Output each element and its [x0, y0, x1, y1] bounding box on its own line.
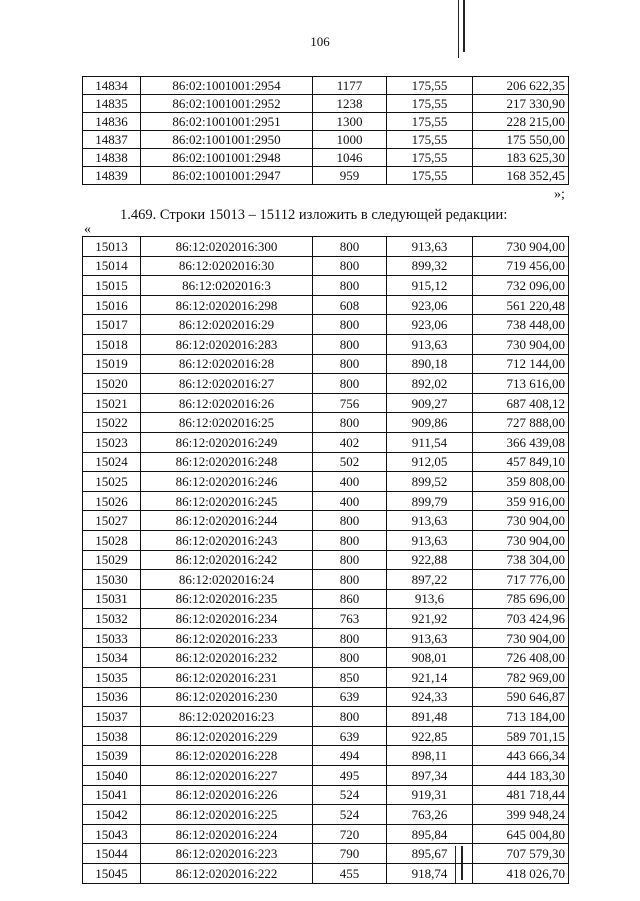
cadastral-number-cell: 86:12:0202016:245 — [141, 491, 313, 511]
unit-price-cell: 918,74 — [387, 864, 473, 884]
area-cell: 524 — [313, 805, 387, 825]
cadastral-value-cell: 589 701,15 — [473, 726, 569, 746]
opening-quote-mark: « — [84, 222, 91, 237]
cadastral-number-cell: 86:02:1001001:2947 — [141, 167, 313, 185]
table-row — [83, 707, 569, 727]
unit-price-cell: 895,67 — [387, 844, 473, 864]
cadastral-number-cell: 86:12:0202016:234 — [141, 609, 313, 629]
table-row — [83, 824, 569, 844]
row-number-cell: 15025 — [83, 472, 141, 492]
unit-price-cell: 175,55 — [387, 167, 473, 185]
cadastral-value-cell: 727 888,00 — [473, 413, 569, 433]
area-cell: 800 — [313, 237, 387, 257]
unit-price-cell: 913,63 — [387, 511, 473, 531]
row-number-cell: 15024 — [83, 452, 141, 472]
table-row — [83, 511, 569, 531]
unit-price-cell: 899,79 — [387, 491, 473, 511]
table-row — [83, 766, 569, 786]
cadastral-value-cell: 687 408,12 — [473, 393, 569, 413]
area-cell: 756 — [313, 393, 387, 413]
table-row — [83, 315, 569, 335]
cadastral-value-cell: 168 352,45 — [473, 167, 569, 185]
area-cell: 1300 — [313, 113, 387, 131]
row-number-cell: 15028 — [83, 530, 141, 550]
table-row — [83, 746, 569, 766]
unit-price-cell: 175,55 — [387, 113, 473, 131]
cadastral-value-cell: 443 666,34 — [473, 746, 569, 766]
unit-price-cell: 922,85 — [387, 726, 473, 746]
row-number-cell: 15036 — [83, 687, 141, 707]
cadastral-value-cell: 730 904,00 — [473, 628, 569, 648]
unit-price-cell: 891,48 — [387, 707, 473, 727]
area-cell: 800 — [313, 550, 387, 570]
row-number-cell: 15041 — [83, 785, 141, 805]
table-row — [83, 167, 569, 185]
table-row — [83, 77, 569, 95]
table-row — [83, 805, 569, 825]
unit-price-cell: 923,06 — [387, 315, 473, 335]
cadastral-value-cell: 561 220,48 — [473, 295, 569, 315]
area-cell: 494 — [313, 746, 387, 766]
cadastral-number-cell: 86:12:0202016:229 — [141, 726, 313, 746]
cadastral-value-cell: 738 304,00 — [473, 550, 569, 570]
table-row — [83, 491, 569, 511]
table-row — [83, 393, 569, 413]
unit-price-cell: 175,55 — [387, 149, 473, 167]
cadastral-value-cell: 228 215,00 — [473, 113, 569, 131]
unit-price-cell: 913,63 — [387, 628, 473, 648]
cadastral-number-cell: 86:12:0202016:223 — [141, 844, 313, 864]
area-cell: 800 — [313, 374, 387, 394]
table-row — [83, 530, 569, 550]
area-cell: 800 — [313, 315, 387, 335]
cadastral-number-cell: 86:12:0202016:246 — [141, 472, 313, 492]
cadastral-number-cell: 86:12:0202016:248 — [141, 452, 313, 472]
cadastral-value-cell: 366 439,08 — [473, 432, 569, 452]
table-row — [83, 334, 569, 354]
unit-price-cell: 175,55 — [387, 77, 473, 95]
row-number-cell: 15027 — [83, 511, 141, 531]
table-row — [83, 864, 569, 884]
table-row — [83, 113, 569, 131]
unit-price-cell: 897,22 — [387, 570, 473, 590]
row-number-cell: 15019 — [83, 354, 141, 374]
area-cell: 1177 — [313, 77, 387, 95]
table-row — [83, 550, 569, 570]
area-cell: 800 — [313, 511, 387, 531]
cadastral-number-cell: 86:12:0202016:222 — [141, 864, 313, 884]
cadastral-number-cell: 86:12:0202016:26 — [141, 393, 313, 413]
area-cell: 800 — [313, 276, 387, 296]
table-row — [83, 648, 569, 668]
area-cell: 959 — [313, 167, 387, 185]
row-number-cell: 15020 — [83, 374, 141, 394]
cadastral-value-cell: 183 625,30 — [473, 149, 569, 167]
table-row — [83, 668, 569, 688]
area-cell: 790 — [313, 844, 387, 864]
cadastral-value-cell: 785 696,00 — [473, 589, 569, 609]
cadastral-value-cell: 590 646,87 — [473, 687, 569, 707]
cadastral-number-cell: 86:12:0202016:231 — [141, 668, 313, 688]
area-cell: 850 — [313, 668, 387, 688]
cadastral-value-cell: 782 969,00 — [473, 668, 569, 688]
unit-price-cell: 908,01 — [387, 648, 473, 668]
cadastral-value-cell: 703 424,96 — [473, 609, 569, 629]
area-cell: 1238 — [313, 95, 387, 113]
cadastral-value-cell: 418 026,70 — [473, 864, 569, 884]
cadastral-number-cell: 86:12:0202016:227 — [141, 766, 313, 786]
unit-price-cell: 924,33 — [387, 687, 473, 707]
table-row — [83, 432, 569, 452]
area-cell: 400 — [313, 472, 387, 492]
cadastral-number-cell: 86:02:1001001:2948 — [141, 149, 313, 167]
table-row — [83, 628, 569, 648]
cadastral-number-cell: 86:02:1001001:2954 — [141, 77, 313, 95]
area-cell: 800 — [313, 648, 387, 668]
unit-price-cell: 899,52 — [387, 472, 473, 492]
table-row — [83, 726, 569, 746]
unit-price-cell: 895,84 — [387, 824, 473, 844]
unit-price-cell: 892,02 — [387, 374, 473, 394]
area-cell: 800 — [313, 256, 387, 276]
cadastral-number-cell: 86:12:0202016:249 — [141, 432, 313, 452]
area-cell: 763 — [313, 609, 387, 629]
row-number-cell: 14839 — [83, 167, 141, 185]
land-plots-table-continued — [82, 76, 569, 185]
table-row — [83, 95, 569, 113]
unit-price-cell: 919,31 — [387, 785, 473, 805]
row-number-cell: 14835 — [83, 95, 141, 113]
table-row — [83, 472, 569, 492]
area-cell: 495 — [313, 766, 387, 786]
cadastral-number-cell: 86:12:0202016:243 — [141, 530, 313, 550]
area-cell: 720 — [313, 824, 387, 844]
cadastral-number-cell: 86:12:0202016:235 — [141, 589, 313, 609]
unit-price-cell: 175,55 — [387, 95, 473, 113]
table-row — [83, 570, 569, 590]
area-cell: 800 — [313, 530, 387, 550]
row-number-cell: 14836 — [83, 113, 141, 131]
cadastral-value-cell: 730 904,00 — [473, 237, 569, 257]
cadastral-number-cell: 86:12:0202016:300 — [141, 237, 313, 257]
row-number-cell: 15037 — [83, 707, 141, 727]
row-number-cell: 15034 — [83, 648, 141, 668]
cadastral-number-cell: 86:12:0202016:233 — [141, 628, 313, 648]
row-number-cell: 15044 — [83, 844, 141, 864]
cadastral-value-cell: 481 718,44 — [473, 785, 569, 805]
area-cell: 1000 — [313, 131, 387, 149]
row-number-cell: 15022 — [83, 413, 141, 433]
cadastral-number-cell: 86:12:0202016:23 — [141, 707, 313, 727]
row-number-cell: 15033 — [83, 628, 141, 648]
cadastral-value-cell: 359 808,00 — [473, 472, 569, 492]
row-number-cell: 15016 — [83, 295, 141, 315]
cadastral-value-cell: 717 776,00 — [473, 570, 569, 590]
area-cell: 502 — [313, 452, 387, 472]
cadastral-value-cell: 712 144,00 — [473, 354, 569, 374]
cadastral-number-cell: 86:12:0202016:232 — [141, 648, 313, 668]
row-number-cell: 15035 — [83, 668, 141, 688]
cadastral-value-cell: 713 616,00 — [473, 374, 569, 394]
unit-price-cell: 912,05 — [387, 452, 473, 472]
cadastral-number-cell: 86:12:0202016:228 — [141, 746, 313, 766]
row-number-cell: 15018 — [83, 334, 141, 354]
unit-price-cell: 915,12 — [387, 276, 473, 296]
area-cell: 400 — [313, 491, 387, 511]
row-number-cell: 15032 — [83, 609, 141, 629]
area-cell: 524 — [313, 785, 387, 805]
cadastral-value-cell: 713 184,00 — [473, 707, 569, 727]
unit-price-cell: 899,32 — [387, 256, 473, 276]
unit-price-cell: 913,63 — [387, 334, 473, 354]
cadastral-value-cell: 707 579,30 — [473, 844, 569, 864]
row-number-cell: 15021 — [83, 393, 141, 413]
unit-price-cell: 909,27 — [387, 393, 473, 413]
area-cell: 800 — [313, 413, 387, 433]
row-number-cell: 15039 — [83, 746, 141, 766]
cadastral-value-cell: 217 330,90 — [473, 95, 569, 113]
unit-price-cell: 890,18 — [387, 354, 473, 374]
unit-price-cell: 921,14 — [387, 668, 473, 688]
table-row — [83, 354, 569, 374]
area-cell: 402 — [313, 432, 387, 452]
cadastral-number-cell: 86:12:0202016:24 — [141, 570, 313, 590]
row-number-cell: 15031 — [83, 589, 141, 609]
cadastral-value-cell: 730 904,00 — [473, 511, 569, 531]
area-cell: 608 — [313, 295, 387, 315]
unit-price-cell: 913,63 — [387, 237, 473, 257]
page-number: 106 — [310, 34, 330, 49]
cadastral-value-cell: 457 849,10 — [473, 452, 569, 472]
cadastral-number-cell: 86:02:1001001:2950 — [141, 131, 313, 149]
cadastral-number-cell: 86:12:0202016:25 — [141, 413, 313, 433]
cadastral-value-cell: 175 550,00 — [473, 131, 569, 149]
unit-price-cell: 763,26 — [387, 805, 473, 825]
row-number-cell: 14838 — [83, 149, 141, 167]
cadastral-number-cell: 86:02:1001001:2951 — [141, 113, 313, 131]
row-number-cell: 15042 — [83, 805, 141, 825]
table-row — [83, 237, 569, 257]
row-number-cell: 15043 — [83, 824, 141, 844]
cadastral-value-cell: 719 456,00 — [473, 256, 569, 276]
row-number-cell: 15013 — [83, 237, 141, 257]
area-cell: 1046 — [313, 149, 387, 167]
amendment-heading: 1.469. Строки 15013 – 15112 изложить в следующей редакции: — [120, 207, 508, 223]
cadastral-number-cell: 86:02:1001001:2952 — [141, 95, 313, 113]
table-row — [83, 687, 569, 707]
cadastral-value-cell: 359 916,00 — [473, 491, 569, 511]
land-plots-table — [82, 236, 569, 884]
row-number-cell: 14834 — [83, 77, 141, 95]
unit-price-cell: 175,55 — [387, 131, 473, 149]
row-number-cell: 15040 — [83, 766, 141, 786]
table-row — [83, 295, 569, 315]
area-cell: 639 — [313, 726, 387, 746]
unit-price-cell: 898,11 — [387, 746, 473, 766]
cadastral-number-cell: 86:12:0202016:242 — [141, 550, 313, 570]
row-number-cell: 15026 — [83, 491, 141, 511]
closing-quote-mark: »; — [554, 187, 565, 202]
row-number-cell: 14837 — [83, 131, 141, 149]
cadastral-value-cell: 645 004,80 — [473, 824, 569, 844]
cadastral-number-cell: 86:12:0202016:230 — [141, 687, 313, 707]
cadastral-number-cell: 86:12:0202016:29 — [141, 315, 313, 335]
unit-price-cell: 913,63 — [387, 530, 473, 550]
row-number-cell: 15029 — [83, 550, 141, 570]
cadastral-number-cell: 86:12:0202016:3 — [141, 276, 313, 296]
area-cell: 800 — [313, 570, 387, 590]
cadastral-number-cell: 86:12:0202016:283 — [141, 334, 313, 354]
row-number-cell: 15038 — [83, 726, 141, 746]
area-cell: 800 — [313, 628, 387, 648]
cadastral-value-cell: 732 096,00 — [473, 276, 569, 296]
unit-price-cell: 909,86 — [387, 413, 473, 433]
cadastral-value-cell: 444 183,30 — [473, 766, 569, 786]
cadastral-number-cell: 86:12:0202016:298 — [141, 295, 313, 315]
row-number-cell: 15015 — [83, 276, 141, 296]
table-row — [83, 374, 569, 394]
cadastral-value-cell: 730 904,00 — [473, 334, 569, 354]
area-cell: 860 — [313, 589, 387, 609]
cadastral-value-cell: 399 948,24 — [473, 805, 569, 825]
cadastral-number-cell: 86:12:0202016:28 — [141, 354, 313, 374]
table-row — [83, 844, 569, 864]
row-number-cell: 15014 — [83, 256, 141, 276]
area-cell: 800 — [313, 707, 387, 727]
table-row — [83, 609, 569, 629]
cadastral-value-cell: 726 408,00 — [473, 648, 569, 668]
row-number-cell: 15023 — [83, 432, 141, 452]
row-number-cell: 15017 — [83, 315, 141, 335]
cadastral-value-cell: 206 622,35 — [473, 77, 569, 95]
unit-price-cell: 913,6 — [387, 589, 473, 609]
unit-price-cell: 923,06 — [387, 295, 473, 315]
area-cell: 800 — [313, 354, 387, 374]
table-row — [83, 589, 569, 609]
table-row — [83, 149, 569, 167]
cadastral-number-cell: 86:12:0202016:224 — [141, 824, 313, 844]
area-cell: 800 — [313, 334, 387, 354]
row-number-cell: 15030 — [83, 570, 141, 590]
table-row — [83, 276, 569, 296]
table-row — [83, 452, 569, 472]
table-row — [83, 785, 569, 805]
row-number-cell: 15045 — [83, 864, 141, 884]
unit-price-cell: 921,92 — [387, 609, 473, 629]
cadastral-number-cell: 86:12:0202016:30 — [141, 256, 313, 276]
cadastral-value-cell: 730 904,00 — [473, 530, 569, 550]
table-row — [83, 131, 569, 149]
area-cell: 639 — [313, 687, 387, 707]
cadastral-number-cell: 86:12:0202016:226 — [141, 785, 313, 805]
area-cell: 455 — [313, 864, 387, 884]
unit-price-cell: 922,88 — [387, 550, 473, 570]
cadastral-number-cell: 86:12:0202016:225 — [141, 805, 313, 825]
unit-price-cell: 897,34 — [387, 766, 473, 786]
cadastral-number-cell: 86:12:0202016:27 — [141, 374, 313, 394]
cadastral-value-cell: 738 448,00 — [473, 315, 569, 335]
unit-price-cell: 911,54 — [387, 432, 473, 452]
table-row — [83, 413, 569, 433]
table-row — [83, 256, 569, 276]
cadastral-number-cell: 86:12:0202016:244 — [141, 511, 313, 531]
